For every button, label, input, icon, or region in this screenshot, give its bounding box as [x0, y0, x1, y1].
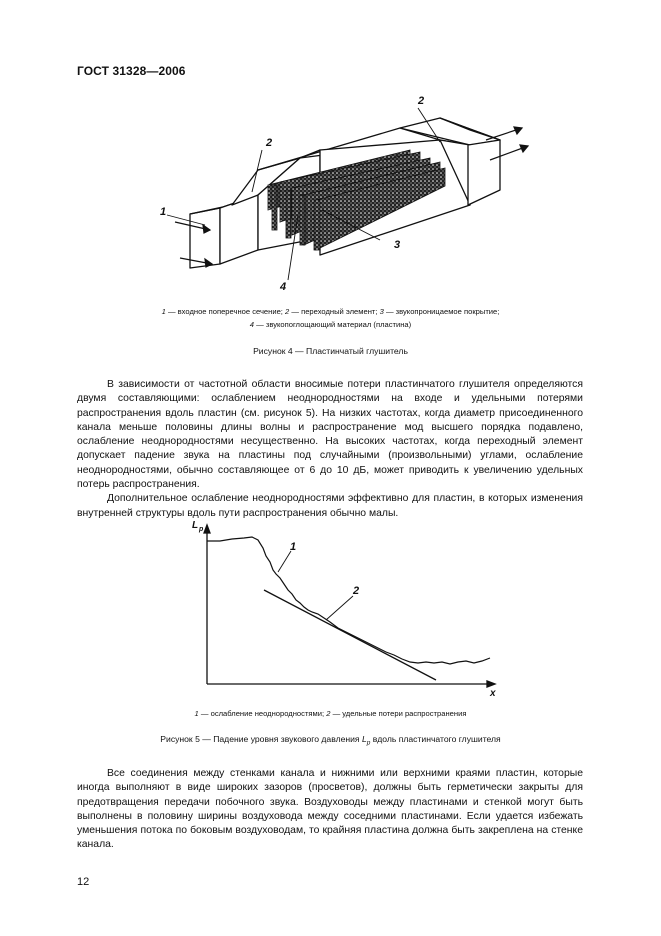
fig5-callout-1: 1 [290, 541, 297, 553]
y-axis-label: L [192, 520, 199, 531]
callout-2b: 2 [418, 95, 425, 107]
x-axis-label: x [490, 688, 496, 699]
body-paragraph-3 [77, 767, 583, 853]
paragraph-3: Все соединения между стенками канала и нижними или верхними краями пластин, которые иногда выполняют в виде широких зазоров (просветов), должны быть герметически закрыты для предотвращения передачи побочного звука. Воздуховоды между пластинами и стенкой могут быть выполнены в половину ширины воздуховода между соседними пластинами. Если удается избежать уменьшения потока по боковым воздуховодам, то крайняя пластина должна быть закреплена на стенке канала. [77, 768, 583, 851]
fig5-callout-2: 2 [353, 585, 360, 597]
callout-4: 4 [280, 281, 287, 293]
callout-1: 1 [160, 206, 167, 218]
document-header: ГОСТ 31328—2006 [77, 64, 186, 78]
figure5-graph [180, 515, 510, 700]
figure4-legend-line2: 4 — звукопоглощающий материал (пластина) [249, 320, 412, 329]
line-2 [264, 590, 436, 680]
figure5-legend: 1 — ослабление неоднородностями; 2 — удельные потери распространения [194, 709, 467, 718]
body-paragraphs [77, 378, 583, 521]
callout-3: 3 [394, 239, 401, 251]
figure4-legend-line1: 1 — входное поперечное сечение; 2 — переходный элемент; 3 — звукопроницаемое покрытие; [161, 307, 500, 316]
paragraph-2: Дополнительное ослабление неоднородностями эффективно для пластин, в которых изменения внутренней структуры вдоль пути распространения обычно малы. [77, 493, 583, 519]
figure4-silencer-drawing [150, 88, 550, 298]
callout-2a: 2 [266, 137, 273, 149]
figure5-title: Рисунок 5 — Падение уровня звукового давления $L_p$ вдоль пластинчатого глушителя [160, 734, 501, 747]
paragraph-1: В зависимости от частотной области вносимые потери пластинчатого глушителя определяются двумя составляющими: ослаблением неоднородностями на входе и удельными потерями распространения вдоль пластин (см. рисунок 5). На низких частотах, когда диаметр присоединенного канала меньше половины длины волны и распространение мод высшего порядка подавлено, ослабление неоднородностями несущественно. На высоких частотах, когда переходный элемент допускает падение звука на пластины под случайными (произвольными) углами, ослабление неоднородностями, обычно составляющее от 6 до 10 дБ, может приводить к увеличению удельных потерь распространения. [77, 379, 583, 491]
page-number: 12 [77, 876, 90, 888]
figure4-title: Рисунок 4 — Пластинчатый глушитель [253, 346, 408, 356]
y-axis-label-sub: p [199, 526, 204, 533]
